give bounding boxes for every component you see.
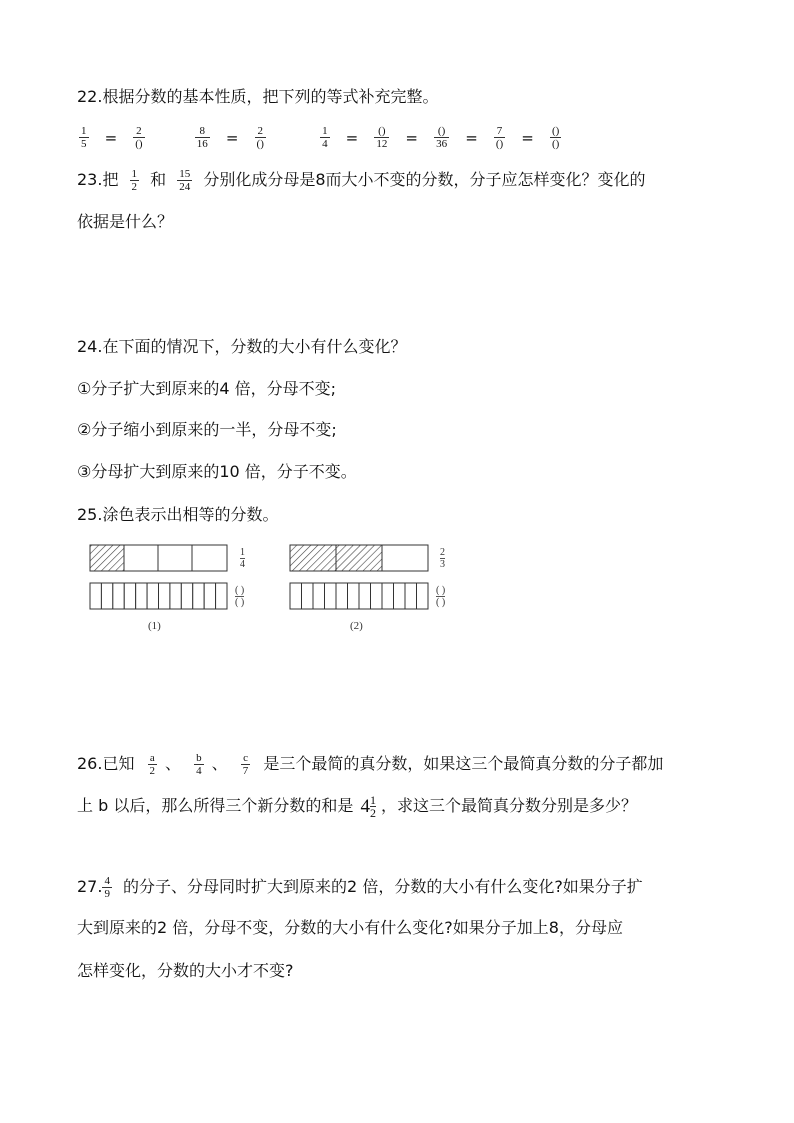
fraction: $\frac{c}{7}$ xyxy=(242,752,249,777)
bar-cell xyxy=(90,583,101,609)
figure2-bottom-bar xyxy=(290,583,428,609)
q23-line1: 23.把 $\frac{1}{2}$ 和 $\frac{15}{24}$ 分别化成分母是8而大小不变的分数，分子应怎样变化？变化的 xyxy=(77,168,646,193)
fraction: $\frac{b}{4}$ xyxy=(196,752,202,777)
figure2-fraction: $\frac{2}{3}$ xyxy=(440,547,445,570)
bar-cell xyxy=(417,583,429,609)
q26-line2: 上 b 以后，那么所得三个新分数的和是 4 $\frac{1}{2}$ ，求这三个最简真分数分别是多少？ xyxy=(77,793,638,820)
fraction: $\frac{a}{2}$ xyxy=(149,752,156,777)
figure1-caption: (1) xyxy=(148,620,161,632)
fraction: $\frac{1}{4}$ xyxy=(322,125,328,150)
bar-cell xyxy=(348,583,360,609)
q27-line3: 怎样变化，分数的大小才不变? xyxy=(77,961,294,980)
bar-cell xyxy=(136,583,147,609)
q24-title: 24.在下面的情况下，分数的大小有什么变化？ xyxy=(77,337,407,356)
mixed-number-fraction: $\frac{1}{2}$ xyxy=(369,793,376,820)
figure2-blank-fraction: ( ) ( ) xyxy=(436,585,446,608)
bar-cell xyxy=(113,583,124,609)
bar-cell xyxy=(336,583,348,609)
bar-cell xyxy=(302,583,314,609)
q22-title: 22.根据分数的基本性质，把下列的等式补充完整。 xyxy=(77,87,439,106)
q24-item-1: ①分子扩大到原来的4 倍，分母不变; xyxy=(77,379,337,398)
q25-title: 25.涂色表示出相等的分数。 xyxy=(77,505,279,524)
fraction: $\frac{8}{16}$ xyxy=(196,125,208,150)
bar-cell xyxy=(193,583,204,609)
fraction: $\frac{()}{12}$ xyxy=(376,125,388,150)
fraction: $\frac{()}{()}$ xyxy=(551,125,560,150)
bar-cell xyxy=(159,583,170,609)
bar-cell xyxy=(216,583,227,609)
mixed-number-whole: 4 xyxy=(360,795,370,817)
bar-cell xyxy=(290,583,302,609)
figure1-fraction: $\frac{1}{4}$ xyxy=(240,547,245,570)
bar-cell xyxy=(382,583,394,609)
q27-line1: 27. $\frac{4}{9}$ 的分子、分母同时扩大到原来的2 倍，分数的大小有什么变化?如果分子扩 xyxy=(77,875,643,900)
bar-cell xyxy=(371,583,383,609)
bar-cell xyxy=(147,583,158,609)
q22-equations: $\frac{1}{5}$ = $\frac{2}{()}$ $\frac{8}{16}$ = $\frac{2}{()}$ $\frac{1}{4}$ = $\frac{()}{12}$ = $\frac{()}{36}$ = $\frac{7}{()}$ = $\frac{()}{()}$ xyxy=(81,125,560,150)
q23-line2: 依据是什么？ xyxy=(77,212,174,231)
figure1-bottom-bar xyxy=(90,583,227,609)
fraction: $\frac{1}{2}$ xyxy=(131,168,138,193)
bar-cell xyxy=(405,583,417,609)
fraction: $\frac{7}{()}$ xyxy=(495,125,504,150)
fraction: $\frac{4}{9}$ xyxy=(104,875,110,900)
q24-item-3: ③分母扩大到原来的10 倍，分子不变。 xyxy=(77,462,357,481)
bar-cell xyxy=(101,583,112,609)
bar-cell xyxy=(394,583,406,609)
bar-cell xyxy=(170,583,181,609)
figure2-top-bar xyxy=(290,545,428,571)
fraction: $\frac{1}{5}$ xyxy=(81,125,87,150)
bar-cell xyxy=(204,583,215,609)
bar-cell xyxy=(124,583,135,609)
bar-cell xyxy=(181,583,192,609)
fraction: $\frac{2}{()}$ xyxy=(256,125,264,150)
q24-item-2: ②分子缩小到原来的一半，分母不变; xyxy=(77,420,337,439)
bar-cell xyxy=(325,583,337,609)
figure1-top-bar xyxy=(90,545,227,571)
figure1-blank-fraction: ( ) ( ) xyxy=(235,585,245,608)
fraction: $\frac{15}{24}$ xyxy=(179,168,191,193)
figure2-caption: (2) xyxy=(350,620,363,632)
q27-line2: 大到原来的2 倍，分母不变，分数的大小有什么变化?如果分子加上8，分母应 xyxy=(77,918,623,937)
q26-line1: 26.已知 $\frac{a}{2}$ 、 $\frac{b}{4}$ 、 $\frac{c}{7}$ 是三个最简的真分数，如果这三个最简真分数的分子都加 xyxy=(77,752,664,777)
bar-cell xyxy=(313,583,325,609)
fraction: $\frac{2}{()}$ xyxy=(135,125,143,150)
fraction: $\frac{()}{36}$ xyxy=(436,125,448,150)
bar-cell xyxy=(359,583,371,609)
